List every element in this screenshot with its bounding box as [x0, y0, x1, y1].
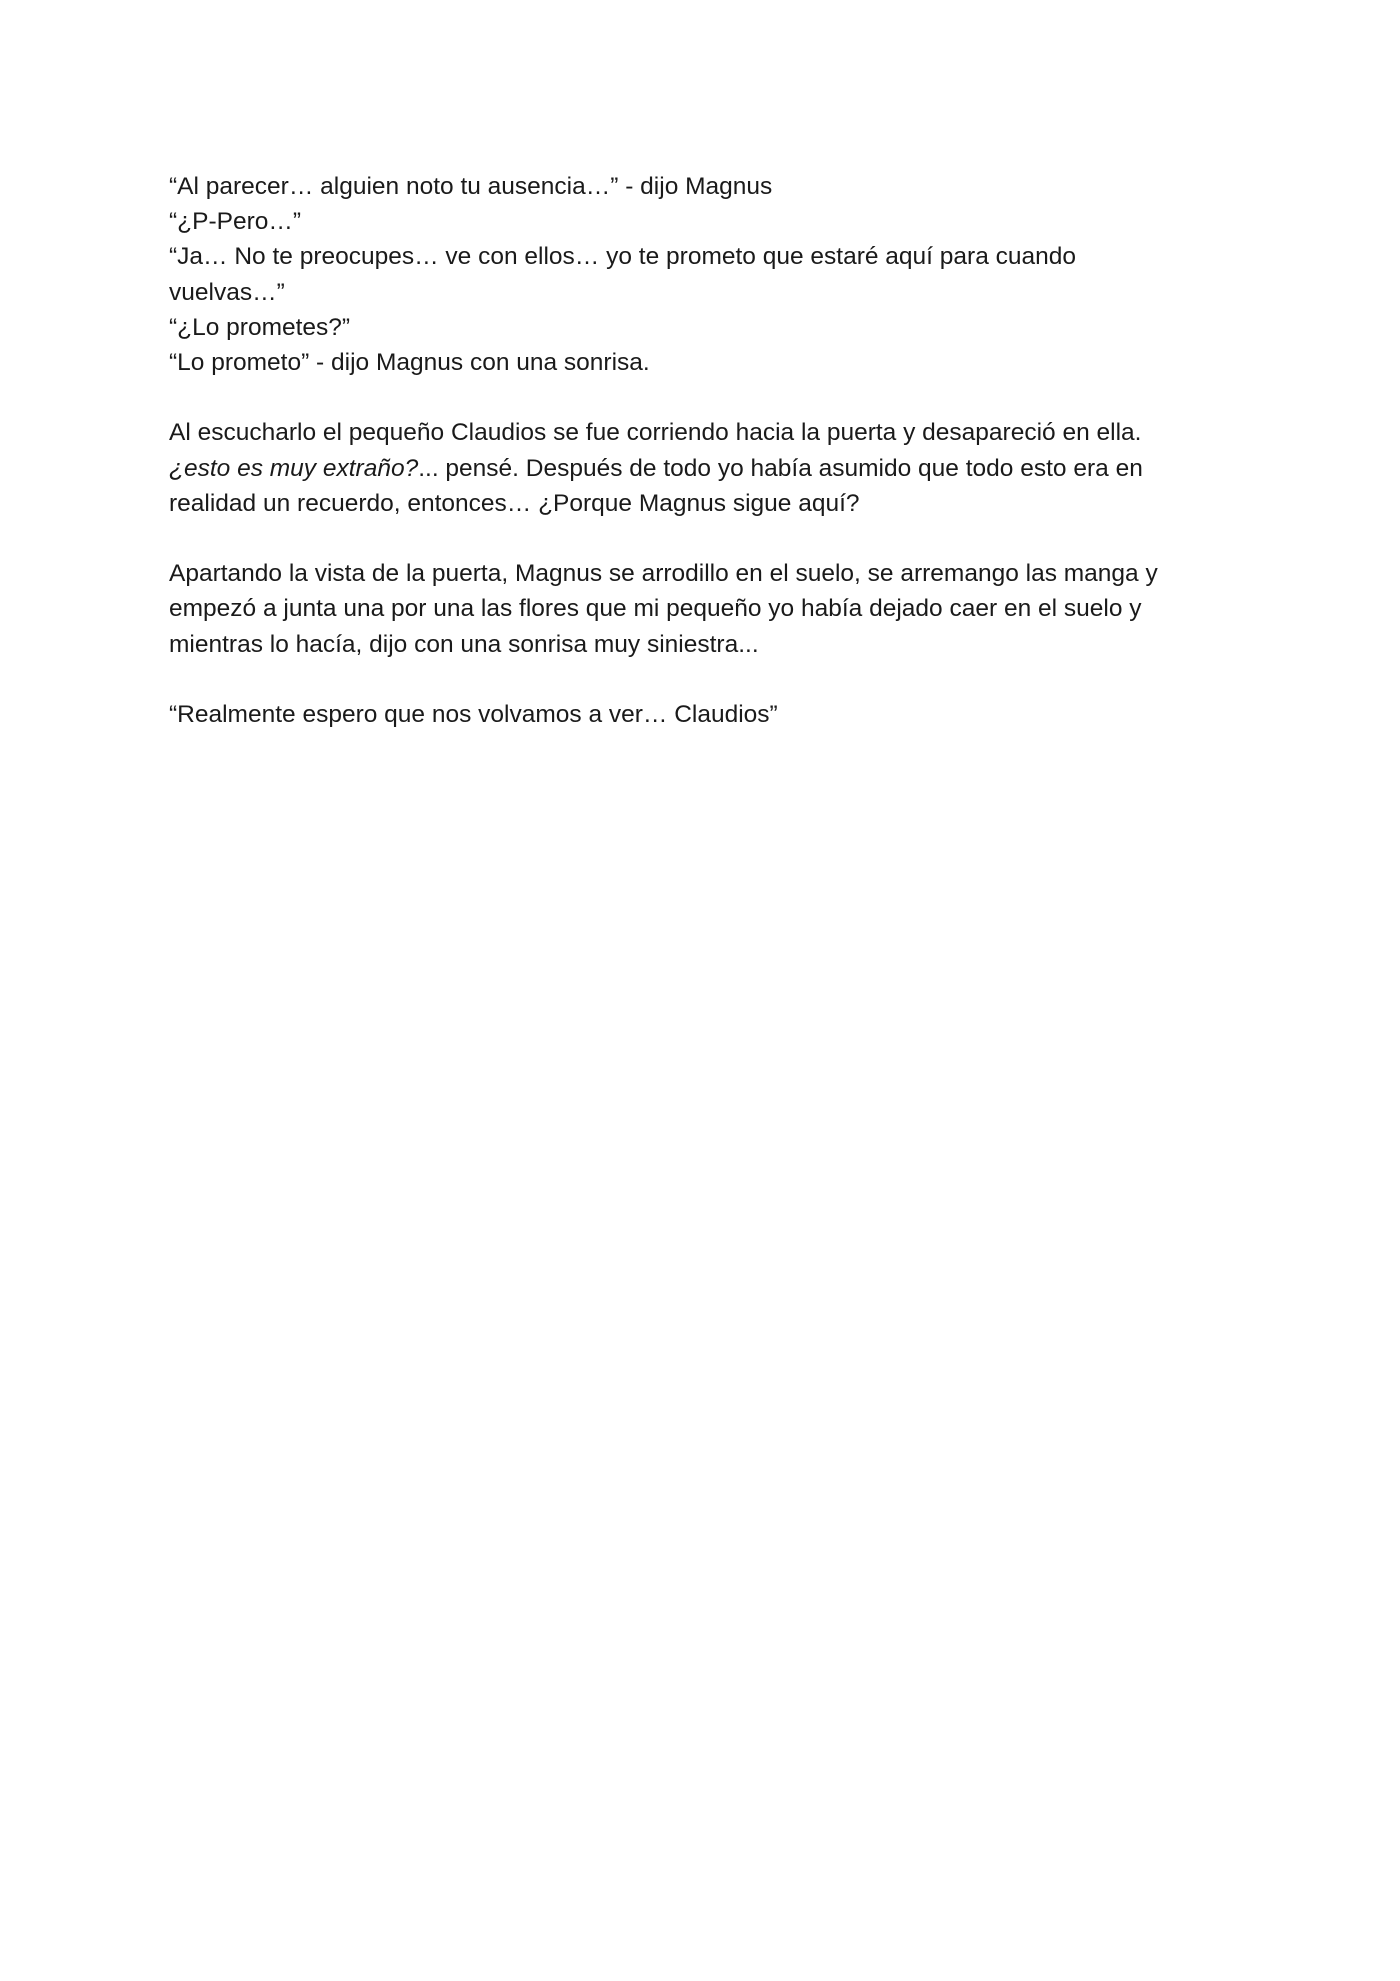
dialogue-line: “Lo prometo” - dijo Magnus con una sonrisa.: [169, 349, 650, 377]
paragraph-2: [169, 415, 1234, 521]
paragraph-gap: [169, 380, 1234, 415]
paragraph-line: mientras lo hacía, dijo con una sonrisa muy siniestra...: [169, 630, 759, 658]
paragraph-line: empezó a junta una por una las flores que mi pequeño yo había dejado caer en el suelo y: [169, 595, 1142, 623]
dialogue-block: [169, 169, 1234, 380]
dialogue-line: “Ja… No te preocupes… ve con ellos… yo te prometo que estaré aquí para cuando: [169, 243, 1077, 271]
closing-dialogue-line: “Realmente espero que nos volvamos a ver… Claudios”: [169, 701, 778, 728]
paragraph-line-rest: ... pensé. Después de todo yo había asumido que todo esto era en: [418, 454, 1143, 482]
paragraph-line: [169, 451, 1234, 486]
paragraph-line: Apartando la vista de la puerta, Magnus se arrodillo en el suelo, se arremango las manga y: [169, 560, 1158, 588]
paragraph-line: Al escucharlo el pequeño Claudios se fue corriendo hacia la puerta y desapareció en ella.: [169, 419, 1142, 447]
paragraph-gap: [169, 662, 1234, 697]
dialogue-line: “Al parecer… alguien noto tu ausencia…” - dijo Magnus: [169, 173, 773, 200]
dialogue-line: “¿P-Pero…”: [169, 208, 302, 236]
paragraph-line: realidad un recuerdo, entonces… ¿Porque Magnus sigue aquí?: [169, 489, 860, 517]
paragraph-3: [169, 556, 1234, 662]
paragraph-gap: [169, 521, 1234, 556]
dialogue-line: vuelvas…”: [169, 278, 285, 306]
document-body: [169, 169, 1234, 732]
dialogue-line: “¿Lo prometes?”: [169, 313, 351, 341]
italic-thought: ¿esto es muy extraño?: [169, 454, 419, 482]
